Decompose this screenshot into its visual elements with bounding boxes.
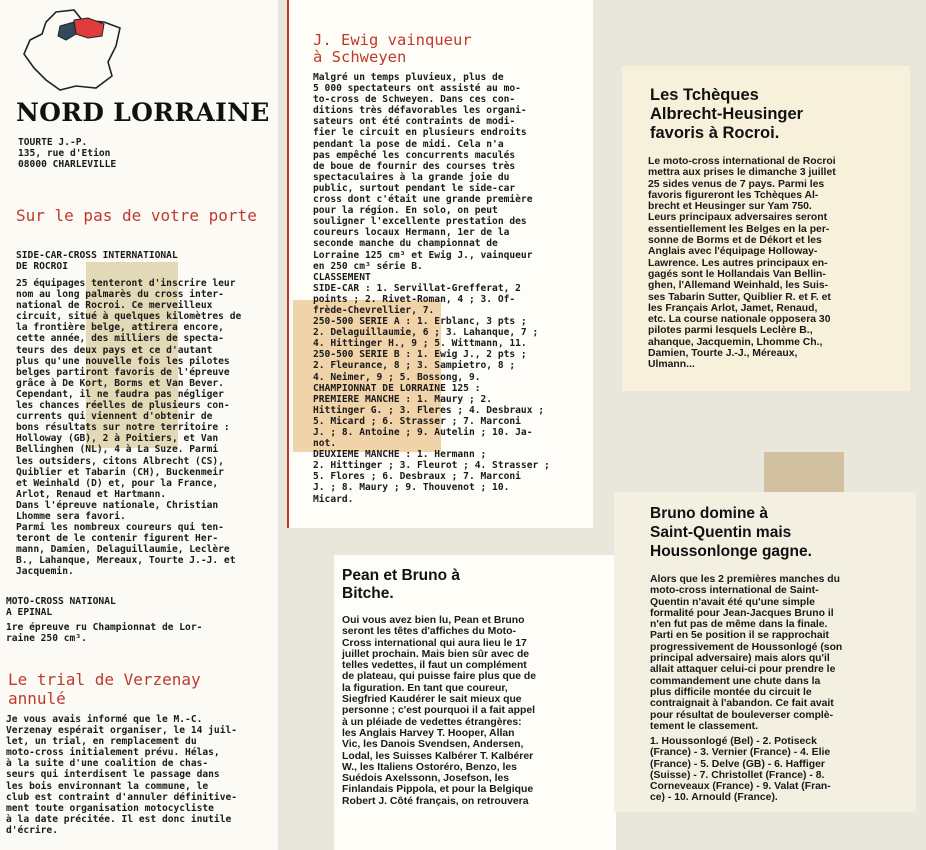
ewig-title: J. Ewig vainqueur à Schweyen — [313, 31, 472, 66]
event-rocroi-title: SIDE-CAR-CROSS INTERNATIONAL DE ROCROI — [16, 250, 178, 273]
bruno-results: 1. Houssonlogé (Bel) - 2. Potiseck (France) - 3. Vernier (France) - 4. Elie (France) - 5. Delve (GB) - 6. Haffiger (Suisse) - 7. Christollet (France) - 8. Corneveaux (France) - 9. Valat (Fran- ce) - 10. Arnould (France). — [650, 736, 831, 804]
author-address: TOURTE J.-P. 135, rue d'Etion 08000 CHARLEVILLE — [18, 137, 117, 170]
left-clipping — [0, 0, 278, 850]
event-epinal-body: 1re épreuve ru Championnat de Lor- raine 250 cm³. — [6, 622, 203, 645]
ewig-body: Malgré un temps pluvieux, plus de 5 000 spectateurs ont assisté au mo- to-cross de Schweyen. Dans ces con- ditions très défavorables les organi- sateurs ont été contraints de modi- fier le circuit en plusieurs endroits pendant la pose de midi. Cela n'a pas empêché les concurrents maculés de boue de fournir des courses très spectaculaires à la grande joie du public, surtout pendant le side-car cross dont c'était une grande première pour la région. En solo, on peut souligner l'excellente prestation des coureurs locaux Hermann, 1er de la seconde manche du championnat de Lorraine 125 cm³ et Ewig J., vainqueur en 250 cm³ série B. CLASSEMENT SIDE-CAR : 1. Servillat-Grefferat, 2 points ; 2. Rivet-Roman, 4 ; 3. Of- frède-Chevrellier, 7. 250-500 SERIE A : 1. Erblanc, 3 pts ; 2. Delaguillaumie, 6 ; 3. Lahanque, 7 ; 4. Hittinger H., 9 ; 5. Wittmann, 11. 250-500 SERIE B : 1. Ewig J., 2 pts ; 2. Fleurance, 8 ; 3. Sampietro, 8 ; 4. Neimer, 9 ; 5. Bossong, 9. CHAMPIONNAT DE LORRAINE 125 : PREMIERE MANCHE : 1. Maury ; 2. Hittinger G. ; 3. Fleres ; 4. Desbraux ; 5. Micard ; 6. Strasser ; 7. Marconi J. ; 8. Antoine ; 9. Autelin ; 10. Ja- not. DEUXIEME MANCHE : 1. Hermann ; 2. Hittinger ; 3. Fleurot ; 4. Strasser ; 5. Flores ; 6. Desbraux ; 7. Marconi J. ; 8. Maury ; 9. Thouvenot ; 10. Micard. — [313, 72, 550, 505]
verzenay-body: Je vous avais informé que le M.-C. Verzenay espérait organiser, le 14 juil- let, un trial, en remplacement du moto-cross initialement prévu. Hélas, à la suite d'une coalition de chas- seurs qui interdisent le passage dans les bois environnant la commune, le club est contraint d'annuler définitive- ment toute organisation motocycliste à la date précitée. Il est donc inutile d'écrire. — [6, 714, 238, 836]
ewig-clipping — [287, 0, 593, 528]
section-title-porte: Sur le pas de votre porte — [16, 206, 257, 225]
tcheques-clipping — [622, 66, 910, 391]
bruno-clipping — [614, 492, 916, 812]
region-title: NORD LORRAINE — [16, 98, 270, 127]
event-rocroi-body: 25 équipages tenteront d'inscrire leur nom au long palmarès du cross inter- national de Rocroi. Ce merveilleux circuit, situé à quelques kilomètres de la frontière belge, attirera encore, cette année, des milliers de specta- teurs des deux pays et ce d'autant plus qu'une nouvelle fois les pilotes belges partiront favoris de l'épreuve grâce à De Kort, Borms et Van Bever. Cependant, il ne faudra pas négliger les chances réelles de plusieurs con- currents qui viennent d'obtenir de bons résultats sur notre territoire : Holloway (GB), 2 à Poitiers, et Van Bellinghen (NL), 4 à La Suze. Parmi les outsiders, citons Albrecht (CS), Quiblier et Tabarin (CH), Buckenmeir et Weinhald (D) et, pour la France, Arlot, Renaud et Hartmann. Dans l'épreuve nationale, Christian Lhomme sera favori. Parmi les nombreux coureurs qui ten- teront de le contenir figurent Her- mann, Damien, Delaguillaumie, Leclère B., Lahanque, Mereaux, Tourte J.-J. et Jacquemin. — [16, 278, 242, 578]
tcheques-title: Les Tchèques Albrecht-Heusinger favoris à Rocroi. — [650, 86, 804, 142]
pean-title: Pean et Bruno à Bitche. — [342, 567, 460, 602]
france-map-icon — [16, 6, 128, 92]
section-title-verzenay: Le trial de Verzenay annulé — [8, 670, 201, 708]
event-epinal-title: MOTO-CROSS NATIONAL A EPINAL — [6, 596, 116, 619]
bruno-body: Alors que les 2 premières manches du moto-cross international de Saint- Quentin n'avait été qu'une simple formalité pour Jean-Jacques Bruno il n'en fut pas de même dans la finale. Parti en 5e position il se rapprochait progressivement de Houssonlogé (son principal adversaire) mais alors qu'il allait attaquer celui-ci pour prendre le commandement une chute dans la plus difficile montée du circuit le contraignait à l'abandon. Ce fait avait pour résultat de bouleverser complè- tement le classement. — [650, 574, 843, 732]
pean-clipping — [334, 555, 616, 850]
pean-body: Oui vous avez bien lu, Pean et Bruno seront les têtes d'affiches du Moto- Cross international qui aura lieu le 17 juillet prochain. Mais bien sûr avec de telles vedettes, il faut un complément de plateau, qui puisse faire plus que de la figuration. En tant que coureur, Siegfried Kaudérer le sait mieux que personne ; c'est pourquoi il a fait appel à un pléiade de vedettes étrangères: les Anglais Harvey T. Hooper, Allan Vic, les Danois Svendsen, Andersen, Lodal, les Suisses Kalbérer T. Kalbérer W., les Italiens Ostoréro, Benzo, les Suédois Axelssonn, Josefson, les Finlandais Pippola, et pour la Belgique Robert J. Côté français, on retrouvera — [342, 615, 537, 807]
tcheques-body: Le moto-cross international de Rocroi mettra aux prises le dimanche 3 juillet 25 sides venus de 7 pays. Parmi les favoris figureront les Tchèques Al- brecht et Heusinger sur Yam 750. Leurs principaux adversaires seront essentiellement les Belges en la per- sonne de Borms et de Dékort et les Anglais avec l'équipage Holloway- Lawrence. Les autres principaux en- gagés sont le Hollandais Van Bellin- ghen, l'Allemand Weinhald, les Suis- ses Tabarin Sutter, Quiblier R. et F. et les Français Arlot, Jamet, Renaud, etc. La course nationale opposera 30 pilotes parmi lesquels Leclère B., ahanque, Jacquemin, Lhomme Ch., Damien, Tourte J.-J., Méreaux, Ulmann... — [648, 156, 836, 371]
bruno-title: Bruno domine à Saint-Quentin mais Houssonlonge gagne. — [650, 505, 812, 560]
